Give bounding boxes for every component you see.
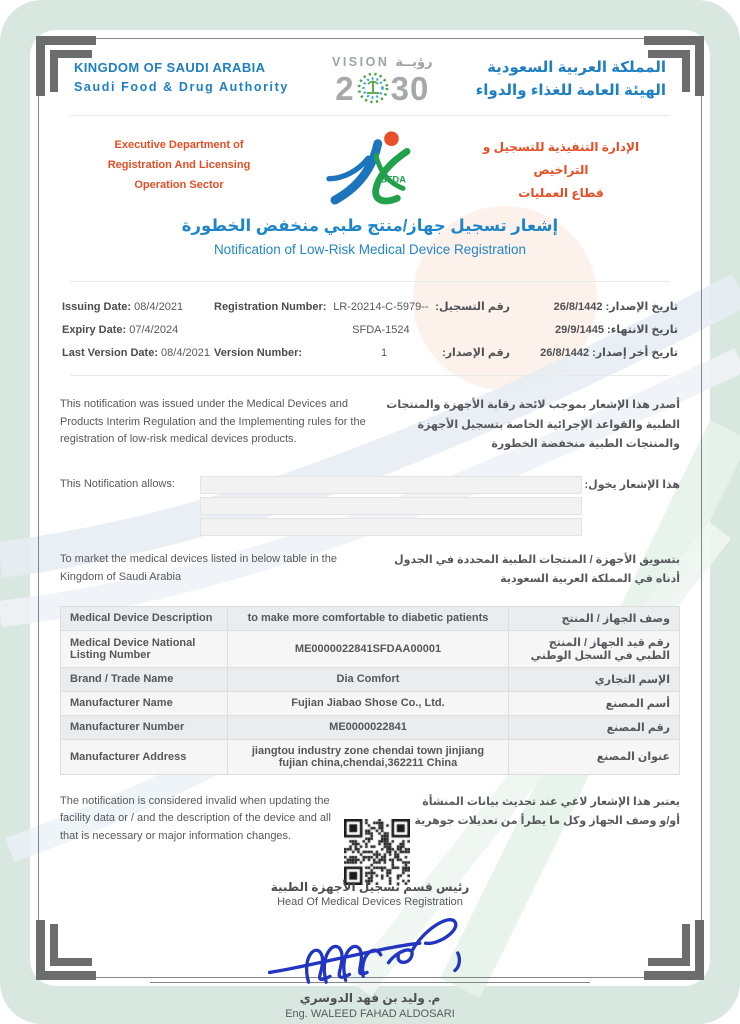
allows-empty-field [200,497,582,515]
registration-numbers [214,296,510,365]
issuing-date-value: 08/4/2021 [134,301,184,313]
divider [70,375,670,376]
department-name-ar: الإدارة التنفيذية للتسجيل و التراخيص قطاع العمليات [482,140,640,200]
expiry-date-value: 07/4/2024 [129,324,179,337]
document-title-ar: إشعار تسجيل جهاز/منتج طبي منخفض الخطورة [181,217,559,235]
kingdom-title-ar: المملكة العربية السعودية [487,59,666,76]
certificate-card [30,30,710,1020]
qr-code [344,793,410,888]
allows-label-ar: هذا الإشعار يخول: [584,479,680,492]
vision-label-en: VISION [332,55,390,69]
registration-number-label-ar: رقم التسجيل: [435,301,510,313]
divider [70,115,670,116]
allows-empty-field [200,518,582,536]
market-text-en: To market the medical devices listed in below table in the Kingdom of Saudi Arabia [60,553,337,583]
qr-code-canvas [344,819,410,885]
invalid-note-en: The notification is considered invalid when updating the facility data or / and the description of the device and all that is necessary or major information changes. [60,794,331,842]
sfda-logo [318,128,422,206]
version-number-value: 1 [380,347,388,360]
signatory-role-en: Head Of Medical Devices Registration [277,895,463,908]
signature-handwriting [263,912,478,990]
vision-label-ar: رؤيــة [395,54,433,69]
version-number-label: Version Number: [214,347,303,360]
table-row: Manufacturer Name Fujian Jiabao Shose Co., Ltd. أسم المصنع [61,691,680,715]
dates-en [62,296,214,365]
vision-emblem-icon [356,71,390,105]
authority-name-en [74,54,289,94]
table-row: Brand / Trade Name Dia Comfort الإسم التجاري [61,667,680,691]
allows-label-en: This Notification allows: [60,478,175,491]
expiry-date-ar: تاريخ الانتهاء: 29/9/1445 [555,324,678,337]
sfda-title-en: Saudi Food & Drug Authority [74,80,289,94]
expiry-date-label: Expiry Date: [62,324,127,337]
vision-year-right: 30 [390,69,430,107]
invalid-note-ar: يعتبر هذا الإشعار لاغي عند تحديث بيانات المنشأة أو/و وصف الجهاز وكل ما يطرأ من تعديلات جوهرية [414,795,680,827]
table-row: Manufacturer Number ME0000022841 رقم المصنع [61,715,680,739]
device-details-table [60,606,680,775]
market-section [60,551,680,590]
sfda-title-ar: الهيئة العامة للغذاء والدواء [475,82,666,100]
allows-empty-fields [200,476,582,539]
table-row: Medical Device Description to make more comfortable to diabetic patients وصف الجهاز / المنتج [61,606,680,630]
registration-number-label: Registration Number: [214,301,327,313]
dates-ar [510,296,678,365]
version-number-label-ar: رقم الإصدار: [442,347,510,360]
market-text-ar: بتسويق الأجهزة / المنتجات الطبية المحددة في الجدول أدناه في المملكة العربية السعودية [394,554,680,586]
table-row: Manufacturer Address jiangtou industry zone chendai town jinjiang fujian china,chendai,362211 China عنوان المصنع [61,739,680,774]
signatory-name [60,991,680,1020]
invalid-note-section [60,793,680,888]
vision-2030-logo [332,54,433,105]
department-name-en: Executive Department of Registration And Licensing Operation Sector [107,139,251,191]
intro-section [60,396,680,454]
signatory-name-ar: م. وليد بن فهد الدوسري [299,990,441,1005]
signatory-name-en: Eng. WALEED FAHAD ALDOSARI [285,1007,455,1020]
sfda-logo-text: SFDA [380,174,406,185]
intro-text-en: This notification was issued under the Medical Devices and Products Interim Regulation and the Implementing rules for the registration of low-risk medical devices products. [60,398,366,446]
signature [60,912,680,995]
table-row: Medical Device National Listing Number ME0000022841SFDAA00001 رقم قيد الجهاز / المنتج الطبي في السجل الوطني [61,630,680,667]
kingdom-title-en: KINGDOM OF SAUDI ARABIA [74,60,266,75]
registration-number-value: LR-20214-C-5979--SFDA-1524 [333,301,429,337]
vision-year-left: 2 [335,69,355,107]
issuing-date-label: Issuing Date: [62,301,132,313]
notification-allows-section [60,476,680,539]
authority-name-ar [476,54,666,103]
department-header [74,128,666,206]
authority-header [74,54,666,105]
document-title [60,216,680,257]
issuing-date-ar: تاريخ الإصدار: 26/8/1442 [553,301,678,313]
document-title-en: Notification of Low-Risk Medical Device Registration [213,242,527,257]
last-version-date-value: 08/4/2021 [161,347,210,360]
signatory-role-ar: رئيس قسم تسجيل الأجهزة الطبية [270,879,470,894]
divider [70,281,670,282]
last-version-date-ar: تاريخ أخر إصدار: 26/8/1442 [540,347,678,360]
allows-empty-field [200,476,582,494]
registration-meta [62,296,678,365]
last-version-date-label: Last Version Date: [62,347,158,360]
intro-text-ar: أصدر هذا الإشعار بموجب لائحة رقابة الأجهزة والمنتجات الطبية والقواعد الإجرائية الخاصة بتسجيل الأجهزة والمنتجات الطبية منخفضة الخطورة [386,399,680,450]
